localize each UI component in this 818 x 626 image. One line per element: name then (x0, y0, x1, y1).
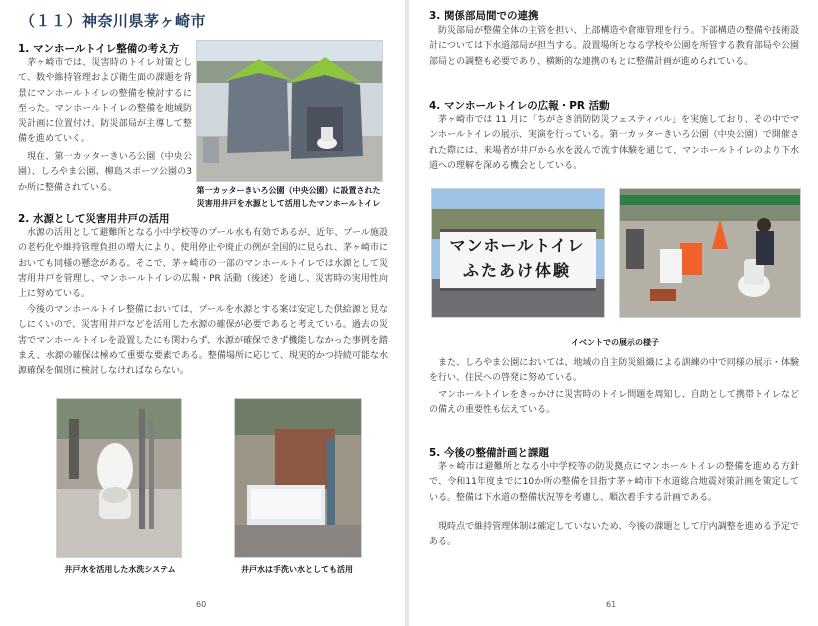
event-photo-caption: イベントでの展示の様子 (571, 338, 659, 347)
toilet-well-photo (56, 398, 182, 558)
event-sign-line-1: マンホールトイレ (449, 236, 585, 255)
toilet-well-photo-caption: 井戸水を活用した水洗システム (64, 565, 176, 574)
sec2-paragraph-1: 水源の活用として避難所となる小中学校等のプール水も有効であるが、近年、プール施設の老朽化や維持管理負担の増大により、使用停止や廃止の例が全国的に見られ、茅ヶ崎市においても同様の懸念がある。そこで、茅ヶ崎市の一部のマンホールトイレでは水源として災害用井戸を管理し、マンホールトイレの広報・PR 活動（後述）を通し、災害時の実用性向上に努めている。 (18, 228, 388, 300)
handwash-well-photo (234, 398, 362, 558)
section-heading-3: 3. 関係部局間での連携 (429, 10, 539, 22)
sec5-paragraph-1: 茅ヶ崎市は避難所となる小中学校等の防災拠点にマンホールトイレの整備を進める方針で、令和11年度までに10か所の整備を目指す茅ヶ崎市下水道総合地震対策計画を策定している。整備は下水道の整備状況等を考慮し、順次着手する計画である。 (429, 462, 799, 503)
event-sign-line-2: ふたあけ体験 (462, 261, 571, 280)
tent-photo-caption-line-2: 災害用井戸を水源として活用したマンホールトイレ (196, 199, 381, 208)
sec4-paragraph-1: 茅ヶ崎市では 11 月に「ちがさき消防防災フェスティバル」を実施しており、その中でマンホールトイレの展示、実演を行っている。第一カッターきいろ公園（中央公園）で開催された際には、来場者が井戸から水を汲んで流す体験を通じて、マンホールトイレのより下水道への理解を深める機会としている。 (429, 115, 799, 171)
page-number-left: 60 (196, 600, 207, 609)
section-heading-1: 1. マンホールトイレ整備の考え方 (18, 43, 180, 55)
sec2-paragraph-2: 今後のマンホールトイレ整備においては、プールを水源とする案は安定した供給源と見なしにくいので、災害用井戸などを活用した水源の確保が必要であると考えている。過去の災害でマンホールトイレを設置したにも関わらず、水源が確保できず機能しなかった事例を踏まえ、水源の確保は極めて重要な要素である。整備場所に応じて、現実的かつ持続可能な水源確保を個別に検討しなければならない。 (18, 305, 388, 377)
sec4-paragraph-2: また、しろやま公園においては、地域の自主防災組織による訓練の中で同様の展示・体験を行い、住民への啓発に努めている。 (429, 358, 799, 384)
sec1-paragraph-2: 現在、第一カッターきいろ公園（中央公園）、しろやま公園、柳島スポーツ公園の3か所に整備されている。 (18, 152, 192, 193)
section-heading-2: 2. 水源として災害用井戸の活用 (18, 213, 170, 225)
handwash-well-photo-caption: 井戸水は手洗い水としても活用 (241, 565, 353, 574)
right-page (409, 0, 818, 626)
left-page (0, 0, 405, 626)
page-title: （１１）神奈川県茅ヶ崎市 (20, 12, 207, 30)
tent-photo-caption-line-1: 第一カッターきいろ公園（中央公園）に設置された (196, 186, 381, 195)
sec4-paragraph-3: マンホールトイレをきっかけに災害時のトイレ問題を周知し、自助として携帯トイレなどの備えの重要性も伝えている。 (429, 390, 799, 416)
section-heading-5: 5. 今後の整備計画と課題 (429, 447, 549, 459)
sec3-paragraph-1: 防災部局が整備全体の主管を担い、上部構造や倉庫管理を行う。下部構造の整備や技術設計については下水道部局が担当する。設置場所となる学校や公園を所管する教育部局や公園部局との調整も必要であり、横断的な連携のもとに整備計画が進められている。 (429, 26, 799, 67)
tent-photo (196, 40, 383, 182)
sec1-paragraph-1: 茅ヶ崎市では、災害時のトイレ対策として、数や維持管理および衛生面の課題を背景にマンホールトイレの整備を検討するに至った。マンホールトイレの整備を地域防災計画に位置付け、防災部局が主導して整備を進めていく。 (18, 58, 192, 145)
section-heading-4: 4. マンホールトイレの広報・PR 活動 (429, 100, 610, 112)
sec5-paragraph-2: 現時点で維持管理体制は確定していないため、今後の課題として庁内調整を進める予定である。 (429, 522, 799, 548)
page-number-right: 61 (606, 600, 617, 609)
event-photo (619, 188, 801, 318)
